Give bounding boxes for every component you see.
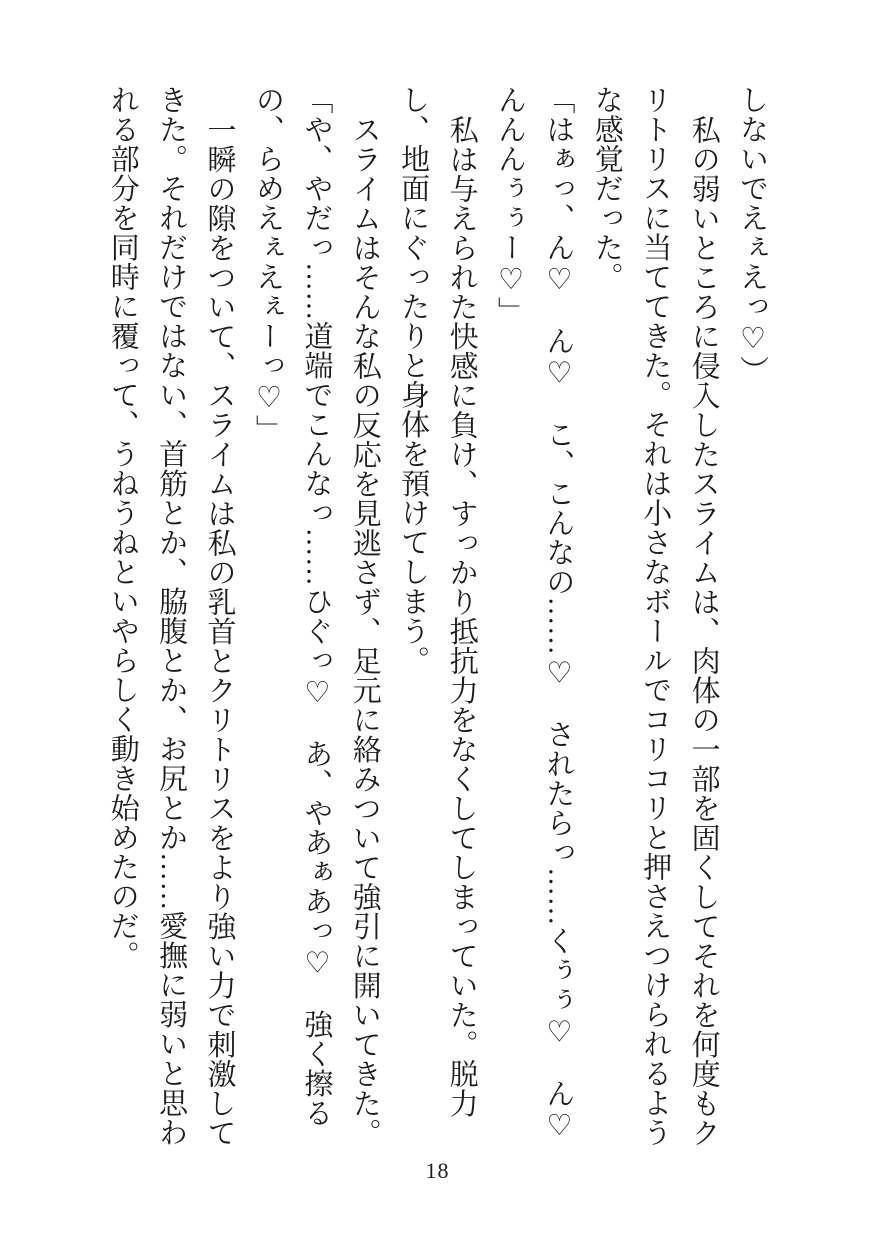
paragraph-narration: 一瞬の隙をついて、スライムは私の乳首とクリトリスをより強い力で刺激してきた。それだけではない、首筋とか、脇腹とか、お尻とか……愛撫に弱いと思われる部分を同時に覆って、うねうねといやらしく動き始めたのだ。 <box>106 85 236 1147</box>
paragraph-narration: スライムはそんな私の反応を見逃さず、足元に絡みついて強引に開いてきた。 <box>348 114 381 1147</box>
paragraph-narration: 私の弱いところに侵入したスライムは、肉体の一部を固くしてそれを何度もクリトリスに当ててきた。それは小さなボールでコリコリと押さえつけられるような感覚だった。 <box>590 85 720 1147</box>
vertical-text-block <box>98 85 776 1148</box>
paragraph-dialogue: 「はぁっ、ん♡ ん♡ こ、こんなの……♡ されたらっ……くぅぅ♡ ん♡んんんぅぅー♡」 <box>493 85 575 1143</box>
paragraph-dialogue: 「や、やだっ……道端でこんなっ……ひぐっ♡ あ、やあぁあっ♡ 強く擦るの、らめえぇえぇーっ♡」 <box>251 85 333 1128</box>
paragraph-narration: 私は与えられた快感に負け、すっかり抵抗力をなくしてしまっていた。脱力し、地面にぐったりと身体を預けてしまう。 <box>397 85 478 1118</box>
paragraph-dialogue-continuation: しないでえぇえっ♡） <box>736 85 768 385</box>
page-number: 18 <box>425 1158 450 1183</box>
page-footer <box>0 1158 875 1184</box>
